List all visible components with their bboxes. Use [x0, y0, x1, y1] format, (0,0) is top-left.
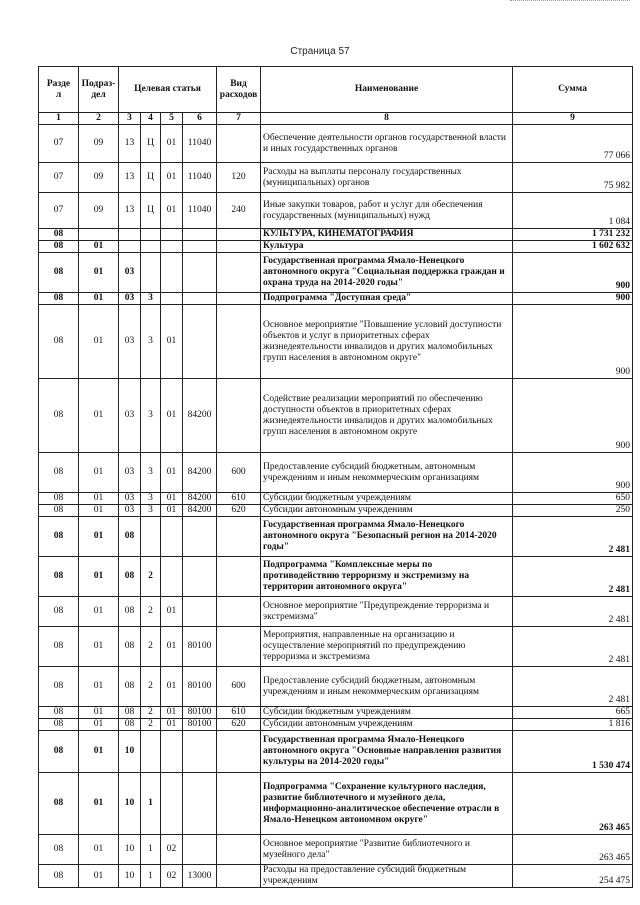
table-row — [39, 731, 633, 773]
cell-event — [161, 731, 183, 773]
cell-vid-rashodov — [217, 241, 261, 253]
cell-vid-rashodov: 600 — [217, 453, 261, 493]
cell-razdel: 08 — [39, 293, 79, 305]
cell-subprogram: 3 — [141, 493, 161, 505]
cell-program: 08 — [119, 667, 141, 707]
cell-direction: 84200 — [183, 505, 217, 517]
column-number: 5 — [161, 113, 183, 125]
cell-summa: 1 084 — [513, 193, 633, 229]
cell-event — [161, 773, 183, 835]
cell-event: 02 — [161, 835, 183, 865]
cell-summa: 2 481 — [513, 597, 633, 627]
cell-summa: 1 816 — [513, 719, 633, 731]
cell-subprogram: 2 — [141, 707, 161, 719]
header-celevaya-statya: Целевая статья — [119, 67, 217, 113]
cell-razdel: 07 — [39, 125, 79, 163]
cell-direction: 80100 — [183, 627, 217, 667]
cell-subprogram: 3 — [141, 293, 161, 305]
header-summa: Сумма — [513, 67, 633, 113]
cell-podrazdel: 01 — [79, 773, 119, 835]
cell-subprogram — [141, 731, 161, 773]
cell-naimenovanie: Иные закупки товаров, работ и услуг для обеспечения государственных (муниципальных) нужд — [261, 193, 513, 229]
cell-subprogram — [141, 229, 161, 241]
cell-podrazdel: 01 — [79, 835, 119, 865]
cell-direction — [183, 253, 217, 293]
cell-program: 08 — [119, 557, 141, 597]
cell-naimenovanie: Подпрограмма "Доступная среда" — [261, 293, 513, 305]
cell-direction: 84200 — [183, 453, 217, 493]
cell-vid-rashodov — [217, 305, 261, 379]
cell-vid-rashodov — [217, 731, 261, 773]
cell-razdel: 08 — [39, 627, 79, 667]
cell-razdel: 07 — [39, 163, 79, 193]
cell-razdel: 08 — [39, 517, 79, 557]
column-number: 8 — [261, 113, 513, 125]
cell-program — [119, 229, 141, 241]
cell-program: 08 — [119, 719, 141, 731]
cell-event: 01 — [161, 305, 183, 379]
cell-razdel: 08 — [39, 379, 79, 453]
cell-naimenovanie: Предоставление субсидий бюджетным, автономным учреждениям и иным некоммерческим организациям — [261, 667, 513, 707]
cell-direction: 84200 — [183, 493, 217, 505]
cell-naimenovanie: Расходы на выплаты персоналу государственных (муниципальных) органов — [261, 163, 513, 193]
cell-vid-rashodov — [217, 627, 261, 667]
cell-razdel: 08 — [39, 667, 79, 707]
cell-razdel: 08 — [39, 305, 79, 379]
cell-summa: 650 — [513, 493, 633, 505]
cell-summa: 75 982 — [513, 163, 633, 193]
cell-razdel: 08 — [39, 773, 79, 835]
table-row — [39, 253, 633, 293]
cell-program: 10 — [119, 773, 141, 835]
cell-program — [119, 241, 141, 253]
column-number: 7 — [217, 113, 261, 125]
cell-vid-rashodov — [217, 229, 261, 241]
cell-naimenovanie: Субсидии автономным учреждениям — [261, 505, 513, 517]
cell-summa: 77 066 — [513, 125, 633, 163]
cell-vid-rashodov — [217, 865, 261, 888]
cell-naimenovanie: Предоставление субсидий бюджетным, автономным учреждениям и иным некоммерческим организациям — [261, 453, 513, 493]
cell-vid-rashodov: 120 — [217, 163, 261, 193]
cell-event: 01 — [161, 707, 183, 719]
table-row — [39, 627, 633, 667]
cell-event: 01 — [161, 163, 183, 193]
table-row — [39, 229, 633, 241]
cell-program: 03 — [119, 493, 141, 505]
cell-podrazdel: 01 — [79, 731, 119, 773]
column-number-row — [39, 113, 633, 125]
cell-razdel: 07 — [39, 193, 79, 229]
cell-podrazdel: 09 — [79, 125, 119, 163]
cell-razdel: 08 — [39, 719, 79, 731]
cell-program: 03 — [119, 379, 141, 453]
cell-direction: 11040 — [183, 125, 217, 163]
cell-event: 02 — [161, 865, 183, 888]
cell-podrazdel: 01 — [79, 667, 119, 707]
cell-program: 03 — [119, 505, 141, 517]
cell-direction — [183, 835, 217, 865]
cell-naimenovanie: Культура — [261, 241, 513, 253]
cell-naimenovanie: Основное мероприятие "Повышение условий доступности объектов и услуг в приоритетных сферах жизнедеятельности инвалидов и других маломобильных групп населения в автономном округе" — [261, 305, 513, 379]
cell-event — [161, 229, 183, 241]
cell-direction: 84200 — [183, 379, 217, 453]
cell-event: 01 — [161, 719, 183, 731]
cell-event: 01 — [161, 597, 183, 627]
header-vid-rashodov: Вид расходов — [217, 67, 261, 113]
table-row — [39, 193, 633, 229]
cell-summa: 665 — [513, 707, 633, 719]
table-row — [39, 241, 633, 253]
cell-event: 01 — [161, 453, 183, 493]
cell-summa: 250 — [513, 505, 633, 517]
cell-summa: 2 481 — [513, 627, 633, 667]
cell-event: 01 — [161, 667, 183, 707]
cell-naimenovanie: Мероприятия, направленные на организацию и осуществление мероприятий по предупреждению терроризма и экстремизма — [261, 627, 513, 667]
header-razdel: Разде л — [39, 67, 79, 113]
cell-summa: 900 — [513, 293, 633, 305]
cell-summa: 900 — [513, 453, 633, 493]
cell-direction — [183, 597, 217, 627]
cell-direction — [183, 517, 217, 557]
cell-subprogram: Ц — [141, 163, 161, 193]
cell-subprogram: Ц — [141, 125, 161, 163]
cell-event — [161, 253, 183, 293]
table-row — [39, 125, 633, 163]
cell-razdel: 08 — [39, 229, 79, 241]
cell-summa: 2 481 — [513, 557, 633, 597]
cell-summa: 263 465 — [513, 835, 633, 865]
cell-direction — [183, 773, 217, 835]
cell-summa: 1 731 232 — [513, 229, 633, 241]
cell-event: 01 — [161, 505, 183, 517]
cell-naimenovanie: Подпрограмма "Сохранение культурного наследия, развитие библиотечного и музейного дела, информационно-аналитическое обеспечение отрасли в Ямало-Ненецком автономном округе" — [261, 773, 513, 835]
cell-vid-rashodov — [217, 293, 261, 305]
cell-naimenovanie: Основное мероприятие "Развитие библиотечного и музейного дела" — [261, 835, 513, 865]
cell-podrazdel: 01 — [79, 241, 119, 253]
cell-direction: 11040 — [183, 193, 217, 229]
cell-razdel: 08 — [39, 707, 79, 719]
header-podrazdel: Подраз- дел — [79, 67, 119, 113]
cell-summa: 1 530 474 — [513, 731, 633, 773]
cell-summa: 1 602 632 — [513, 241, 633, 253]
column-number: 3 — [119, 113, 141, 125]
cell-subprogram: 3 — [141, 305, 161, 379]
cell-direction: 80100 — [183, 719, 217, 731]
column-number: 4 — [141, 113, 161, 125]
cell-event: 01 — [161, 193, 183, 229]
table-row — [39, 517, 633, 557]
cell-podrazdel: 01 — [79, 453, 119, 493]
cell-subprogram: 1 — [141, 835, 161, 865]
cell-vid-rashodov: 240 — [217, 193, 261, 229]
column-number: 1 — [39, 113, 79, 125]
cell-program: 08 — [119, 517, 141, 557]
cell-podrazdel: 01 — [79, 865, 119, 888]
cell-direction: 11040 — [183, 163, 217, 193]
cell-razdel: 08 — [39, 505, 79, 517]
table-header-row — [39, 67, 633, 113]
cell-subprogram: 1 — [141, 865, 161, 888]
cell-subprogram: 3 — [141, 505, 161, 517]
cell-naimenovanie: Государственная программа Ямало-Ненецкого автономного округа "Основные направления развития культуры на 2014-2020 годы" — [261, 731, 513, 773]
cell-naimenovanie: Субсидии бюджетным учреждениям — [261, 707, 513, 719]
cell-event — [161, 557, 183, 597]
cell-event — [161, 241, 183, 253]
cell-summa: 900 — [513, 305, 633, 379]
cell-program: 03 — [119, 293, 141, 305]
cell-program: 08 — [119, 627, 141, 667]
cell-razdel: 08 — [39, 597, 79, 627]
cell-summa: 2 481 — [513, 667, 633, 707]
table-row — [39, 293, 633, 305]
cell-vid-rashodov — [217, 125, 261, 163]
cell-subprogram: Ц — [141, 193, 161, 229]
cell-subprogram: 3 — [141, 379, 161, 453]
cell-naimenovanie: Субсидии автономным учреждениям — [261, 719, 513, 731]
cell-vid-rashodov: 600 — [217, 667, 261, 707]
cell-direction — [183, 229, 217, 241]
table-row — [39, 379, 633, 453]
cell-naimenovanie: Государственная программа Ямало-Ненецкого автономного округа "Безопасный регион на 2014-2020 годы" — [261, 517, 513, 557]
table-row — [39, 493, 633, 505]
cell-subprogram: 2 — [141, 597, 161, 627]
cell-subprogram: 3 — [141, 453, 161, 493]
table-row — [39, 305, 633, 379]
header-naimenovanie: Наименование — [261, 67, 513, 113]
cell-podrazdel: 01 — [79, 707, 119, 719]
cell-podrazdel: 01 — [79, 627, 119, 667]
cell-summa: 263 465 — [513, 773, 633, 835]
cell-program: 08 — [119, 597, 141, 627]
table-row — [39, 773, 633, 835]
cell-direction — [183, 731, 217, 773]
cell-summa: 254 475 — [513, 865, 633, 888]
cell-razdel: 08 — [39, 453, 79, 493]
cell-podrazdel: 01 — [79, 517, 119, 557]
page-label: Страница 57 — [290, 46, 350, 57]
cell-direction: 80100 — [183, 707, 217, 719]
table-row — [39, 505, 633, 517]
cell-vid-rashodov — [217, 597, 261, 627]
cell-vid-rashodov: 620 — [217, 505, 261, 517]
cell-razdel: 08 — [39, 253, 79, 293]
cell-direction: 13000 — [183, 865, 217, 888]
cell-podrazdel: 01 — [79, 253, 119, 293]
cell-vid-rashodov — [217, 557, 261, 597]
cell-razdel: 08 — [39, 493, 79, 505]
cell-naimenovanie: Расходы на предоставление субсидий бюджетным учреждениям — [261, 865, 513, 888]
cell-podrazdel: 01 — [79, 493, 119, 505]
cell-summa: 900 — [513, 253, 633, 293]
cell-program: 13 — [119, 163, 141, 193]
cell-direction — [183, 557, 217, 597]
cell-event: 01 — [161, 493, 183, 505]
table-row — [39, 557, 633, 597]
cell-naimenovanie: Субсидии бюджетным учреждениям — [261, 493, 513, 505]
cell-program: 03 — [119, 253, 141, 293]
cell-razdel: 08 — [39, 835, 79, 865]
cell-podrazdel: 01 — [79, 597, 119, 627]
cell-podrazdel: 09 — [79, 193, 119, 229]
cell-vid-rashodov — [217, 835, 261, 865]
cell-subprogram: 2 — [141, 667, 161, 707]
cell-direction: 80100 — [183, 667, 217, 707]
cell-subprogram: 1 — [141, 773, 161, 835]
cell-subprogram: 2 — [141, 719, 161, 731]
cell-vid-rashodov — [217, 773, 261, 835]
cell-subprogram: 2 — [141, 627, 161, 667]
cell-podrazdel: 01 — [79, 379, 119, 453]
cell-podrazdel: 01 — [79, 557, 119, 597]
cell-subprogram: 2 — [141, 557, 161, 597]
budget-table — [38, 66, 633, 888]
scan-edge-mark — [510, 0, 630, 3]
cell-program: 10 — [119, 835, 141, 865]
cell-program: 13 — [119, 125, 141, 163]
cell-vid-rashodov — [217, 253, 261, 293]
table-row — [39, 835, 633, 865]
cell-naimenovanie: КУЛЬТУРА, КИНЕМАТОГРАФИЯ — [261, 229, 513, 241]
cell-direction — [183, 293, 217, 305]
cell-program: 13 — [119, 193, 141, 229]
table-row — [39, 719, 633, 731]
cell-podrazdel: 01 — [79, 719, 119, 731]
cell-subprogram — [141, 517, 161, 557]
cell-event: 01 — [161, 627, 183, 667]
cell-summa: 900 — [513, 379, 633, 453]
cell-event: 01 — [161, 125, 183, 163]
cell-naimenovanie: Государственная программа Ямало-Ненецкого автономного округа "Социальная поддержка граждан и охрана труда на 2014-2020 годы" — [261, 253, 513, 293]
cell-razdel: 08 — [39, 865, 79, 888]
cell-event — [161, 293, 183, 305]
table-row — [39, 163, 633, 193]
cell-vid-rashodov: 610 — [217, 707, 261, 719]
cell-podrazdel: 09 — [79, 163, 119, 193]
cell-naimenovanie: Подпрограмма "Комплексные меры по противодействию терроризму и экстремизму на территории автономного округа" — [261, 557, 513, 597]
table-row — [39, 453, 633, 493]
column-number: 6 — [183, 113, 217, 125]
table-row — [39, 597, 633, 627]
cell-event: 01 — [161, 379, 183, 453]
cell-podrazdel: 01 — [79, 293, 119, 305]
cell-summa: 2 481 — [513, 517, 633, 557]
cell-direction — [183, 305, 217, 379]
cell-program: 08 — [119, 707, 141, 719]
cell-vid-rashodov: 610 — [217, 493, 261, 505]
cell-program: 10 — [119, 865, 141, 888]
cell-vid-rashodov: 620 — [217, 719, 261, 731]
cell-podrazdel: 01 — [79, 505, 119, 517]
table-row — [39, 667, 633, 707]
column-number: 9 — [513, 113, 633, 125]
cell-naimenovanie: Основное мероприятие "Предупреждение терроризма и экстремизма" — [261, 597, 513, 627]
cell-program: 03 — [119, 453, 141, 493]
cell-podrazdel — [79, 229, 119, 241]
cell-razdel: 08 — [39, 241, 79, 253]
cell-razdel: 08 — [39, 557, 79, 597]
column-number: 2 — [79, 113, 119, 125]
cell-subprogram — [141, 241, 161, 253]
cell-vid-rashodov — [217, 517, 261, 557]
cell-podrazdel: 01 — [79, 305, 119, 379]
cell-program: 10 — [119, 731, 141, 773]
cell-vid-rashodov — [217, 379, 261, 453]
cell-event — [161, 517, 183, 557]
cell-naimenovanie: Содействие реализации мероприятий по обеспечению доступности объектов в приоритетных сферах жизнедеятельности инвалидов и других маломобильных групп населения в автономном округе — [261, 379, 513, 453]
cell-razdel: 08 — [39, 731, 79, 773]
table-row — [39, 865, 633, 888]
cell-subprogram — [141, 253, 161, 293]
cell-direction — [183, 241, 217, 253]
cell-naimenovanie: Обеспечение деятельности органов государственной власти и иных государственных органов — [261, 125, 513, 163]
cell-program: 03 — [119, 305, 141, 379]
table-row — [39, 707, 633, 719]
